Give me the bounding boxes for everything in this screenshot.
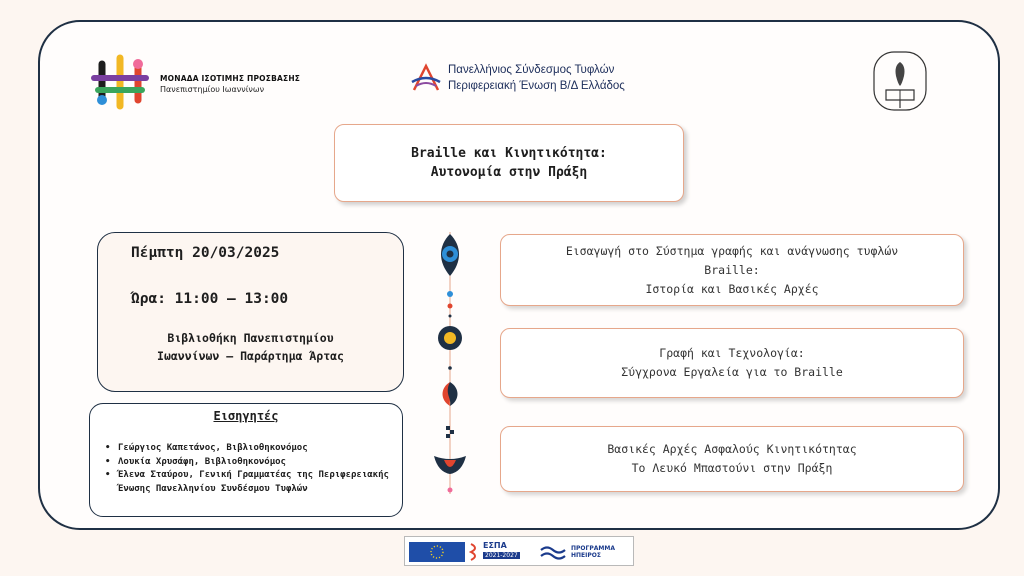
topic-1-line-3: Ιστορία και Βασικές Αρχές	[645, 281, 819, 296]
event-title-line-2: Αυτονομία στην Πράξη	[430, 165, 588, 180]
topic-1-line-2: Braille:	[704, 262, 760, 277]
accessibility-unit-mark-icon	[88, 52, 152, 114]
event-location-line-1: Βιβλιοθήκη Πανεπιστημίου	[167, 331, 334, 345]
speaker-item: • Γεώργιος Καπετάνος, Βιβλιοθηκονόμος	[105, 442, 395, 456]
blind-association-region: Περιφερειακή Ένωση Β/Δ Ελλάδος	[448, 80, 625, 92]
topic-card-1	[500, 234, 964, 306]
accessibility-unit-title: ΜΟΝΑΔΑ ΙΣΟΤΙΜΗΣ ΠΡΟΣΒΑΣΗΣ	[160, 74, 301, 83]
topic-card-3	[500, 426, 964, 492]
speakers-box	[89, 403, 403, 517]
decorative-timeline	[428, 228, 472, 498]
accessibility-unit-subtitle: Πανεπιστημίου Ιωαννίνων	[160, 85, 265, 94]
topic-2-line-1: Γραφή και Τεχνολογία:	[659, 346, 805, 360]
blind-association-mark-icon	[410, 60, 442, 96]
funding-logos	[404, 536, 634, 566]
eu-flag-icon	[409, 542, 465, 562]
espa-logo	[469, 540, 531, 564]
blind-association-logo	[410, 60, 670, 100]
university-library-seal-icon	[862, 48, 938, 114]
espa-years: 2021-2027	[485, 552, 518, 559]
accessibility-unit-logo	[88, 52, 328, 114]
topic-2-line-2: Σύγχρονα Εργαλεία για το Braille	[621, 365, 843, 379]
topic-1-line-1: Εισαγωγή στο Σύστημα γραφής και ανάγνωσης τυφλών	[565, 243, 899, 258]
program-logo	[539, 543, 631, 563]
event-location-line-2: Ιωαννίνων – Παράρτημα Άρτας	[157, 349, 344, 363]
event-title	[334, 124, 684, 202]
speakers-list	[105, 442, 395, 496]
topic-card-2	[500, 328, 964, 398]
speaker-item: • Έλενα Σταύρου, Γενική Γραμματέας της Περιφερειακής Ένωσης Πανελληνίου Συνδέσμου Τυφλών	[105, 469, 395, 496]
topic-3-line-2: Το Λευκό Μπαστούνι στην Πράξη	[631, 461, 833, 475]
program-label-line-1: ΠΡΟΓΡΑΜΜΑ	[571, 545, 615, 552]
topic-3-line-1: Βασικές Αρχές Ασφαλούς Κινητικότητας	[607, 442, 857, 456]
blind-association-name: Πανελλήνιος Σύνδεσμος Τυφλών	[448, 64, 615, 76]
program-label	[571, 545, 615, 559]
event-title-line-1: Braille και Κινητικότητα:	[411, 146, 607, 161]
program-label-line-2: ΗΠΕΙΡΟΣ	[571, 552, 601, 559]
espa-label: ΕΣΠΑ	[483, 541, 507, 550]
event-info-box	[97, 232, 404, 392]
speakers-heading: Εισηγητές	[213, 409, 279, 423]
program-wave-icon	[539, 543, 567, 563]
event-time: Ώρα: 11:00 – 13:00	[131, 291, 289, 307]
espa-wave-icon	[469, 540, 481, 564]
event-date: Πέμπτη 20/03/2025	[131, 245, 280, 261]
speaker-item: • Λουκία Χρυσάφη, Βιβλιοθηκονόμος	[105, 456, 395, 470]
